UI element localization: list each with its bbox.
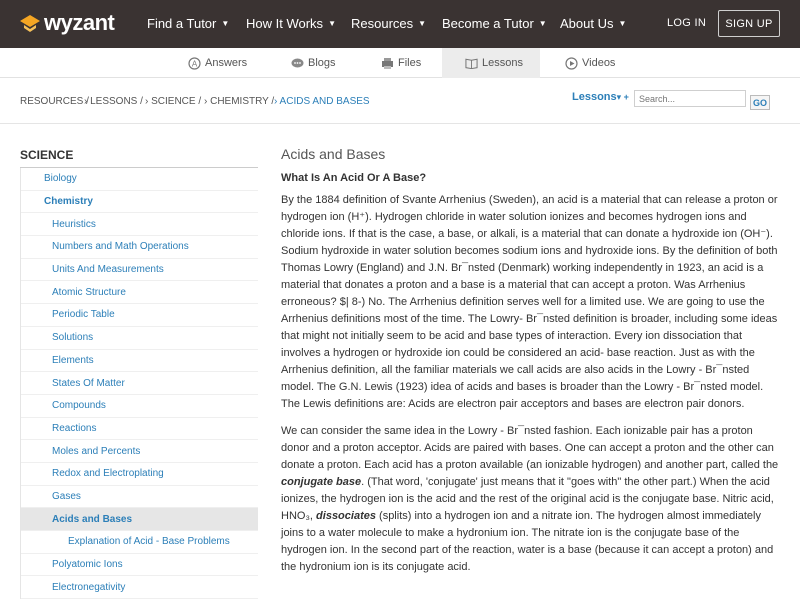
tab-label: Files <box>398 57 422 69</box>
tab-videos[interactable] <box>565 48 615 78</box>
wyzant-logo[interactable] <box>20 11 114 35</box>
nav-label: Resources <box>351 16 414 31</box>
sidebar-title: SCIENCE <box>20 148 74 162</box>
svg-text:A: A <box>191 59 198 68</box>
paragraph-text: . (That word, 'conjugate' just means that it "goes with" the other part.) When the acid ionizes, the hydrogen ion is the acid and the rest of the original acid is the conjugate base. Nitric acid, HNO₃, <box>281 476 774 522</box>
nav-how-it-works[interactable] <box>246 16 336 31</box>
sidebar-item-elements[interactable]: Elements <box>21 350 258 373</box>
logo-mark-icon <box>20 13 40 33</box>
nav-find-a-tutor[interactable] <box>147 16 229 31</box>
search-scope-select[interactable] <box>572 91 629 103</box>
caret-down-icon: ▼ <box>418 19 427 28</box>
sidebar-item-compounds[interactable]: Compounds <box>21 395 258 418</box>
top-navbar <box>0 0 800 48</box>
sidebar-item-polyatomic-ions[interactable]: Polyatomic Ions <box>21 554 258 577</box>
caret-down-icon: ▼ <box>618 19 627 28</box>
signup-button[interactable]: SIGN UP <box>718 10 780 37</box>
sidebar-item-redox[interactable]: Redox and Electroplating <box>21 463 258 486</box>
term-conjugate-base: conjugate base <box>281 476 362 488</box>
sidebar-item-reactions[interactable]: Reactions <box>21 418 258 441</box>
videos-icon <box>565 57 578 70</box>
breadcrumb-science[interactable]: › SCIENCE / <box>145 96 202 107</box>
search-scope-label: Lessons <box>572 91 617 103</box>
tab-label: Videos <box>582 57 616 69</box>
tab-label: Blogs <box>308 57 336 69</box>
breadcrumb-resources[interactable]: RESOURCES / <box>20 96 89 107</box>
files-icon <box>381 57 394 70</box>
sidebar-item-atomic-structure[interactable]: Atomic Structure <box>21 281 258 304</box>
sidebar-item-gases[interactable]: Gases <box>21 486 258 509</box>
paragraph-text: (splits) into a hydrogen ion and a nitrate ion. The hydrogen almost immediately joins to a water molecule to make a hydronium ion. The nitrate ion is the conjugate base of the hydrogen ion. In the second part of the reaction, water is a base (because it can accept a proton) and the hydronium ion is its conjugate acid. <box>281 510 774 573</box>
nav-become-a-tutor[interactable] <box>442 16 547 31</box>
caret-down-icon: ▼ <box>328 19 336 28</box>
sidebar-item-acid-base-problems[interactable]: Explanation of Acid - Base Problems <box>21 531 258 554</box>
term-dissociates: dissociates <box>316 510 376 522</box>
sidebar-item-heuristics[interactable]: Heuristics <box>21 213 258 236</box>
article-heading: What Is An Acid Or A Base? <box>281 172 427 184</box>
logo-text: wyzant <box>44 10 115 35</box>
sidebar-item-solutions[interactable]: Solutions <box>21 327 258 350</box>
sidebar-item-acids-and-bases[interactable]: Acids and Bases <box>21 508 258 531</box>
sidebar-item-states-of-matter[interactable]: States Of Matter <box>21 372 258 395</box>
breadcrumb-acids-and-bases: › ACIDS AND BASES <box>274 96 370 107</box>
breadcrumb-lessons[interactable]: › LESSONS / <box>84 96 143 107</box>
paragraph-text: We can consider the same idea in the Lowry - Br¯nsted fashion. Each ionizable pair has a proton donor and a proton acceptor. Acids are paired with bases. One can accept a proton and the other can donate a proton. Each acid has a proton available (an ionizable hydrogen) and another part, called the <box>281 425 779 471</box>
nav-label: Become a Tutor <box>442 16 534 31</box>
tab-answers[interactable] <box>188 48 247 78</box>
answers-icon <box>188 57 201 70</box>
lessons-icon <box>465 57 478 70</box>
sidebar-item-moles-percents[interactable]: Moles and Percents <box>21 440 258 463</box>
sidebar-item-periodic-table[interactable]: Periodic Table <box>21 304 258 327</box>
article-paragraph-1: By the 1884 definition of Svante Arrhenius (Sweden), an acid is a material that can release a proton or hydrogen ion (H⁺). Hydrogen chloride in water solution ionizes and becomes hydrogen ions and chloride ions. If that is the case, a base, or alkali, is a material that can donate a hydroxide ion (OH⁻). Sodium hydroxide in water solution becomes sodium ions and hydroxide ions. By the definition of both Thomas Lowry (England) and J.N. Br¯nsted (Denmark) working independently in 1923, an acid is a material that donates a proton and a base is a material that can accept a proton. Was Arrhenius erroneous? $| 8-) No. The Arrhenius definition serves well for a limited use. We are going to use the Arrhenius definitions most of the time. The Lowry- Br¯nsted definition is broader, including some ideas that might not initially seem to be acid and base types of interaction. Every ion dissociation that involves a hydrogen or hydroxide ion could be considered an acid- base reaction. Just as with the Arrhenius definition, all the familiar materials we call acids are also acids in the Lowry - Br¯nsted model. The G.N. Lewis (1923) idea of acids and bases is broader than the Lowry - Br¯nsted model. The Lewis definitions are: Acids are electron pair acceptors and bases are electron pair donors. <box>281 194 778 410</box>
sidebar-list <box>20 168 258 599</box>
breadcrumb-chemistry[interactable]: › CHEMISTRY / <box>204 96 275 107</box>
tab-label: Answers <box>205 57 248 69</box>
sidebar-item-numbers-math[interactable]: Numbers and Math Operations <box>21 236 258 259</box>
search-go-button[interactable]: GO <box>750 95 770 110</box>
sidebar-item-units[interactable]: Units And Measurements <box>21 259 258 282</box>
login-link[interactable]: LOG IN <box>667 17 707 29</box>
sidebar-item-biology[interactable]: Biology <box>21 168 258 191</box>
blogs-icon <box>291 57 304 70</box>
nav-label: About Us <box>560 16 614 31</box>
tab-lessons[interactable] <box>442 48 540 78</box>
tab-blogs[interactable] <box>291 48 336 78</box>
nav-label: Find a Tutor <box>147 16 217 31</box>
sidebar-item-electronegativity[interactable]: Electronegativity <box>21 576 258 599</box>
sidebar-item-chemistry[interactable]: Chemistry <box>21 191 258 214</box>
nav-label: How It Works <box>246 16 324 31</box>
caret-down-icon: ▼ <box>538 19 547 28</box>
search-input[interactable] <box>634 90 746 107</box>
nav-about-us[interactable] <box>560 16 626 31</box>
search-scope-suffix: ▾ + <box>616 92 629 102</box>
nav-resources[interactable] <box>351 16 426 31</box>
article-paragraph-2 <box>281 423 781 576</box>
tab-label: Lessons <box>482 57 523 69</box>
page-title: Acids and Bases <box>281 146 386 162</box>
resources-subnav <box>0 48 800 78</box>
article <box>281 146 781 586</box>
caret-down-icon: ▼ <box>221 19 230 28</box>
tab-files[interactable] <box>381 48 421 78</box>
